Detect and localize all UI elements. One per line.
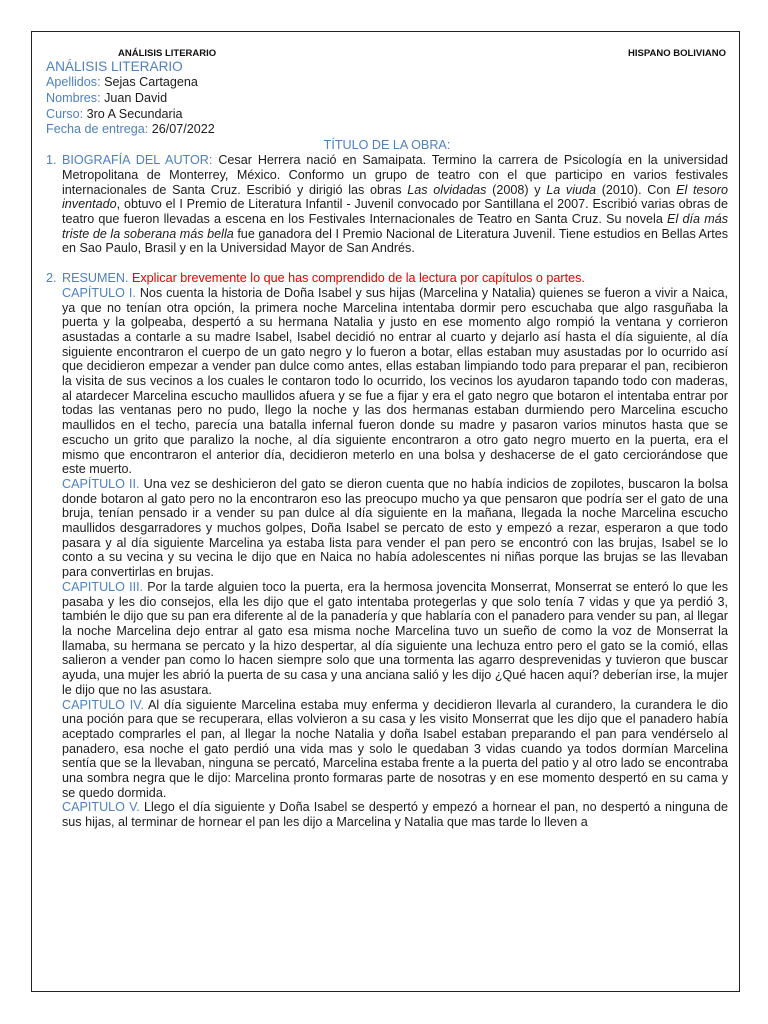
chapter-label: CAPITULO III. [62,579,144,594]
chapter-4 [62,698,728,801]
bio-text: (2008) y [486,182,547,197]
field-value: 3ro A Secundaria [86,106,183,121]
chapter-label: CAPITULO V. [62,800,140,815]
field-value: 26/07/2022 [151,122,215,137]
field-label: Fecha de entrega: [46,122,149,137]
chapter-2 [62,477,728,580]
student-field-names [46,91,728,107]
document-content [46,42,728,830]
chapter-text: Llego el día siguiente y Doña Isabel se despertó y empezó a hornear el pan, no despertó a ninguna de sus hijas, al terminar de hornear el pan les dijo a Marcelina y Natalia que mas tarde lo lleven a [62,800,728,830]
chapter-label: CAPÍTULO I. [62,285,136,300]
section-number: 2. [46,271,57,286]
field-value: Sejas Cartagena [104,75,198,89]
section-heading: BIOGRAFÍA DEL AUTOR: [62,153,213,168]
chapter-label: CAPÍTULO II. [62,476,140,491]
field-label: Curso: [46,106,84,121]
document-title: ANÁLISIS LITERARIO [46,59,183,74]
summary-instruction: Explicar brevemente lo que has comprendido de la lectura por capítulos o partes. [128,271,585,286]
header-right: HISPANO BOLIVIANO [628,48,726,59]
bio-text: fue ganadora del I Premio Nacional de Literatura Juvenil. Tiene estudios en Bellas Artes en Sao Paulo, Brasil y en la Universidad Mayor de San Andrés. [62,226,728,256]
chapter-label: CAPITULO IV. [62,697,144,712]
book-title: El tesoro inventado [62,182,728,212]
section-spacer [46,256,728,271]
field-label: Nombres: [46,90,101,105]
summary-heading-line [62,271,728,286]
header-left: ANÁLISIS LITERARIO [118,48,217,59]
student-field-date [46,122,728,138]
chapter-5 [62,800,728,829]
section-heading: RESUMEN. [62,271,129,286]
book-title: La viuda [546,182,597,197]
section-biography [46,153,728,256]
document-page [31,31,740,992]
work-title-heading: TÍTULO DE LA OBRA: [323,138,451,153]
chapter-3 [62,580,728,698]
chapter-1 [62,286,728,477]
chapter-text: Nos cuenta la historia de Doña Isabel y sus hijas (Marcelina y Natalia) quienes se fueron a vivir a Naica, ya que no tenían otra opción, la primera noche Marcelina intentaba dormir pero escuchaba que algo rasguñaba la puerta y la golpeaba, despertó a su hermana Natalia y justo en ese momento algo rompió la ventana y corrieron asustadas a contarle a su madre Isabel, Isabel decidió no entrar al cuarto y dejarlo así hasta el día siguiente, al día siguiente encontraron el cuerpo de un gato negro y lo fueron a botar, ellas estaban muy asustadas por lo ocurrido así que decidieron empezar a vender pan dulce como antes, ellas estaban limpiando todo para preparar el pan, recibieron la visita de sus vecinos a los cuales le contaron todo lo ocurrido, los vecinos los ayudaron tapando todo con maderas, al atardecer Marcelina escucho maullidos afuera y se fue a fijar y era el gato negro que botaron el intentaba entrar por todas las ventanas pero no pudo, llego la noche y las dos hermanas estaban durmiendo pero Marcelina escucho maullidos en el techo, parecía una batalla infernal fueron donde su madre y pasaron varios minutos hasta que se escucho un grito que paralizo la noche, al día siguiente encontraron a otro gato negro muerto en la puerta, era el mismo que encontraron el anterior día, decidieron meterlo en una bolsa y deshacerse de el gato cerciorándose que este muerto. [62,285,729,477]
chapter-text: Al día siguiente Marcelina estaba muy enferma y decidieron llevarla al curandero, la curandera le dio una poción para que se recuperara, ellas volvieron a su casa y les visito Monserrat que les dijo que el panadero había aceptado comprarles el pan, al llegar la noche Natalia y doña Isabel estaban preparando el pan para vendérselo al panadero, esa noche el gato perdió una vida mas y solo le quedaban 3 vidas cuando ya todos dormían Marcelina sentía que se la llevaban, ninguna se percató, Marcelina estaba frente a la puerta del patio y al otro lado se encontraba una sombra negra que le dijo: Marcelina pronto formaras parte de nosotras y en ese momento despertó en su cama y se quedo dormida. [62,697,728,800]
student-field-course [46,107,728,123]
book-title: Las olvidadas [407,182,487,197]
bio-text: (2010). Con [596,182,677,197]
chapter-text: Por la tarde alguien toco la puerta, era la hermosa jovencita Monserrat, Monserrat se enteró lo que les pasaba y les dio consejos, ella les dijo que el gato intentaba protegerlas y que solo tenía 7 vidas y que ya perdió 3, también le dijo que su pan era diferente al de la panadería y que hablaría con el panadero para vender su pan, al llegar la noche Marcelina dejo entrar al gato esa misma noche Marcelina tuvo un sueño de como la voz de Monserrat la llamaba, su hermana se percato y la hizo despertar, al día siguiente una lechuza entro pero el gato se la comió, ellas salieron a vender pan como lo hacen siempre solo que una tormenta las agarro desprevenidas y tuvieron que buscar ayuda, una mujer les abrió la puerta de su casa y una anciana salió y les dijo ¿Qué hacen aquí? deberían irse, la mujer le dijo que no las asustara. [62,579,728,697]
student-field-surname [46,75,728,91]
section-summary [46,271,728,830]
field-label: Apellidos: [46,75,101,89]
section-number: 1. [46,153,57,168]
book-title: El día más triste de la soberana más bella [62,212,728,241]
chapter-text: Una vez se deshicieron del gato se dieron cuenta que no había indicios de zopilotes, buscaron la bolsa donde botaron al gato pero no la encontraron eso las preocupo mucho ya que pensaron que podría ser el gato de una bruja, tenían pensado ir a vender su pan dulce al día siguiente en la mañana, llegada la noche Marcelina escucho maullidos desgarradores y muchos golpes, Doña Isabel se percato de esto y empezó a rezar, esperaron a que todo pasara y al día siguiente Marcelina ya estaba lista para vender el pan pero se encontró con las brujas, Isabel se lo conto a su vecina y su vecina le dijo que en Naica no había adolescentes ni niñas porque las brujas se las llevaban para convertirlas en brujas. [62,476,728,580]
field-value: Juan David [104,90,168,105]
bio-text: , obtuvo el I Premio de Literatura Infantil - Juvenil convocado por Santillana el 2007. Escribió varias obras de teatro que fueron llevadas a escena en los Festivales Internacionales de Teatro en Santa Cruz. Su novela [62,197,728,226]
page-header [46,42,728,59]
bio-text: Cesar Herrera nació en Samaipata. Termino la carrera de Psicología en la universidad Metropolitana de Monterrey, México. Conformo un grupo de teatro con el que participo en varios festivales internacionales de Santa Cruz. Escribió y dirigió las obras [62,153,728,197]
